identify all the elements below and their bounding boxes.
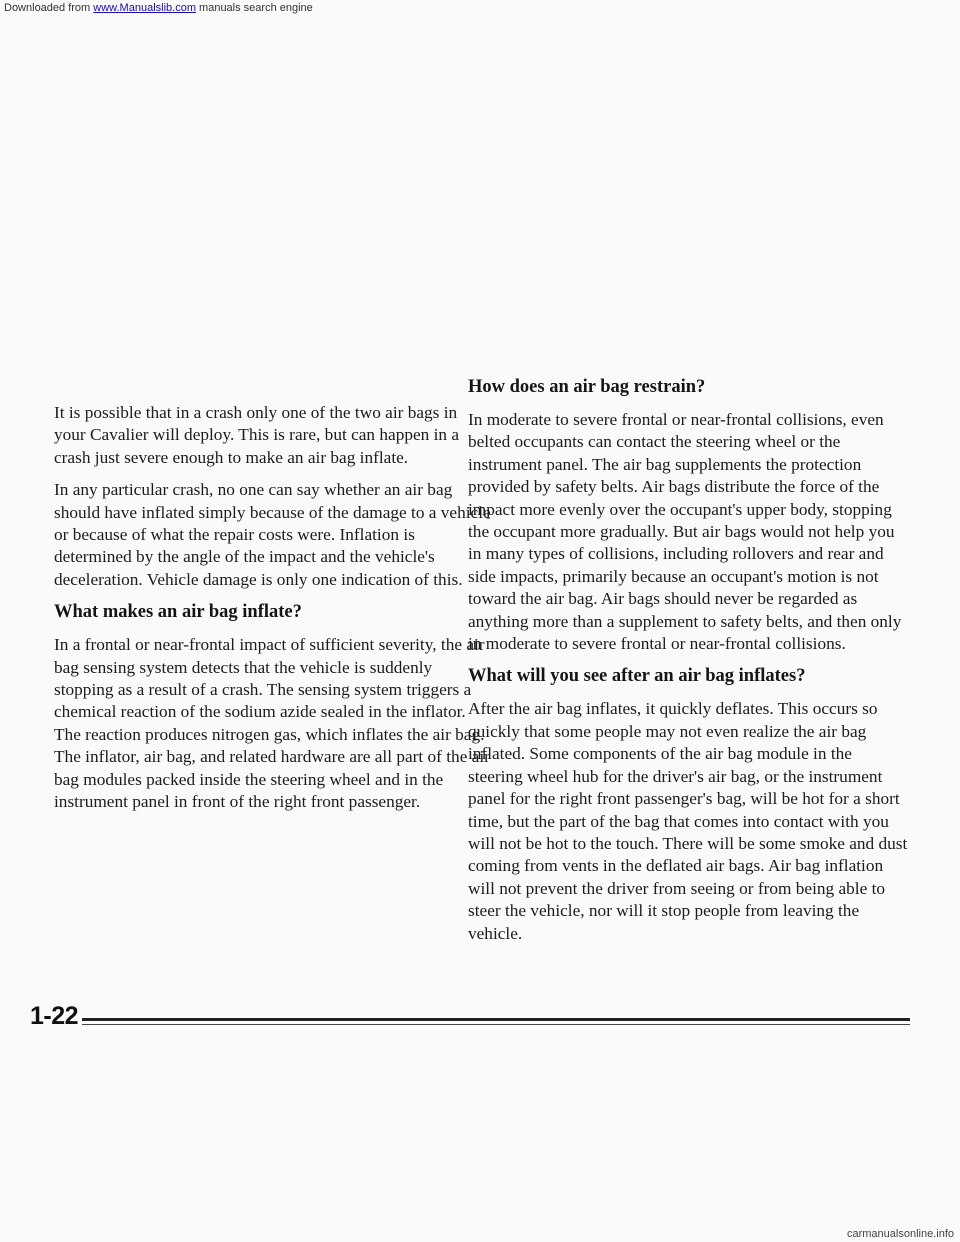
heading-what-will-you-see: What will you see after an air bag inflates? xyxy=(468,666,806,687)
paragraph-one-air-bag-deploy: It is possible that in a crash only one of the two air bags in your Cavalier will deploy. This is rare, but can happen in a crash just severe enough to make an air bag inflate. xyxy=(54,403,460,467)
paragraph-inflation-determined: In any particular crash, no one can say whether an air bag should have inflated simply because of the damage to a vehicle or because of what the repair costs were. Inflation is determined by the angle of the impact and the vehicle's deceleration. Vehicle damage is only one indication of this. xyxy=(54,480,491,589)
download-watermark xyxy=(4,2,313,14)
footer-rule-thick xyxy=(82,1018,910,1021)
watermark-suffix: manuals search engine xyxy=(195,2,313,14)
paragraph-sensing-system: In a frontal or near-frontal impact of sufficient severity, the air bag sensing system detects that the vehicle is suddenly stopping as a result of a crash. The sensing system triggers a chemical reaction of the sodium azide sealed in the inflator. The reaction produces nitrogen gas, which inflates the air bag. The inflator, air bag, and related hardware are all part of the air bag modules packed inside the steering wheel and in the instrument panel in front of the right front passenger. xyxy=(54,635,490,812)
page-footer xyxy=(30,1001,910,1041)
page-number: 1-22 xyxy=(30,1002,79,1030)
heading-what-makes-inflate: What makes an air bag inflate? xyxy=(54,602,302,623)
manualslib-link[interactable]: www.Manualslib.com xyxy=(93,2,196,14)
paragraph-restrain-explanation: In moderate to severe frontal or near-frontal collisions, even belted occupants can contact the steering wheel or the instrument panel. The air bag supplements the protection provided by safety belts. Air bags distribute the force of the impact more evenly over the occupant's upper body, stopping the occupant more gradually. But air bags would not help you in many types of collisions, including rollovers and rear and side impacts, primarily because an occupant's motion is not toward the air bag. Air bags should never be regarded as anything more than a supplement to safety belts, and then only in moderate to severe frontal or near-frontal collisions. xyxy=(468,410,902,654)
watermark-prefix: Downloaded from xyxy=(4,2,94,14)
heading-how-restrain: How does an air bag restrain? xyxy=(468,377,706,397)
site-watermark: carmanualsonline.info xyxy=(846,1228,954,1240)
right-column xyxy=(468,377,910,955)
footer-rule-thin xyxy=(82,1024,910,1025)
left-column xyxy=(54,402,492,824)
paragraph-after-inflation: After the air bag inflates, it quickly deflates. This occurs so quickly that some people may not even realize the air bag inflated. Some components of the air bag module in the steering wheel hub for the driver's air bag, or the instrument panel for the right front passenger's bag, will be hot for a short time, but the part of the bag that comes into contact with you will not be hot to the touch. There will be some smoke and dust coming from vents in the deflated air bags. Air bag inflation will not prevent the driver from seeing or from being able to steer the vehicle, nor will it stop people from leaving the vehicle. xyxy=(468,699,908,943)
